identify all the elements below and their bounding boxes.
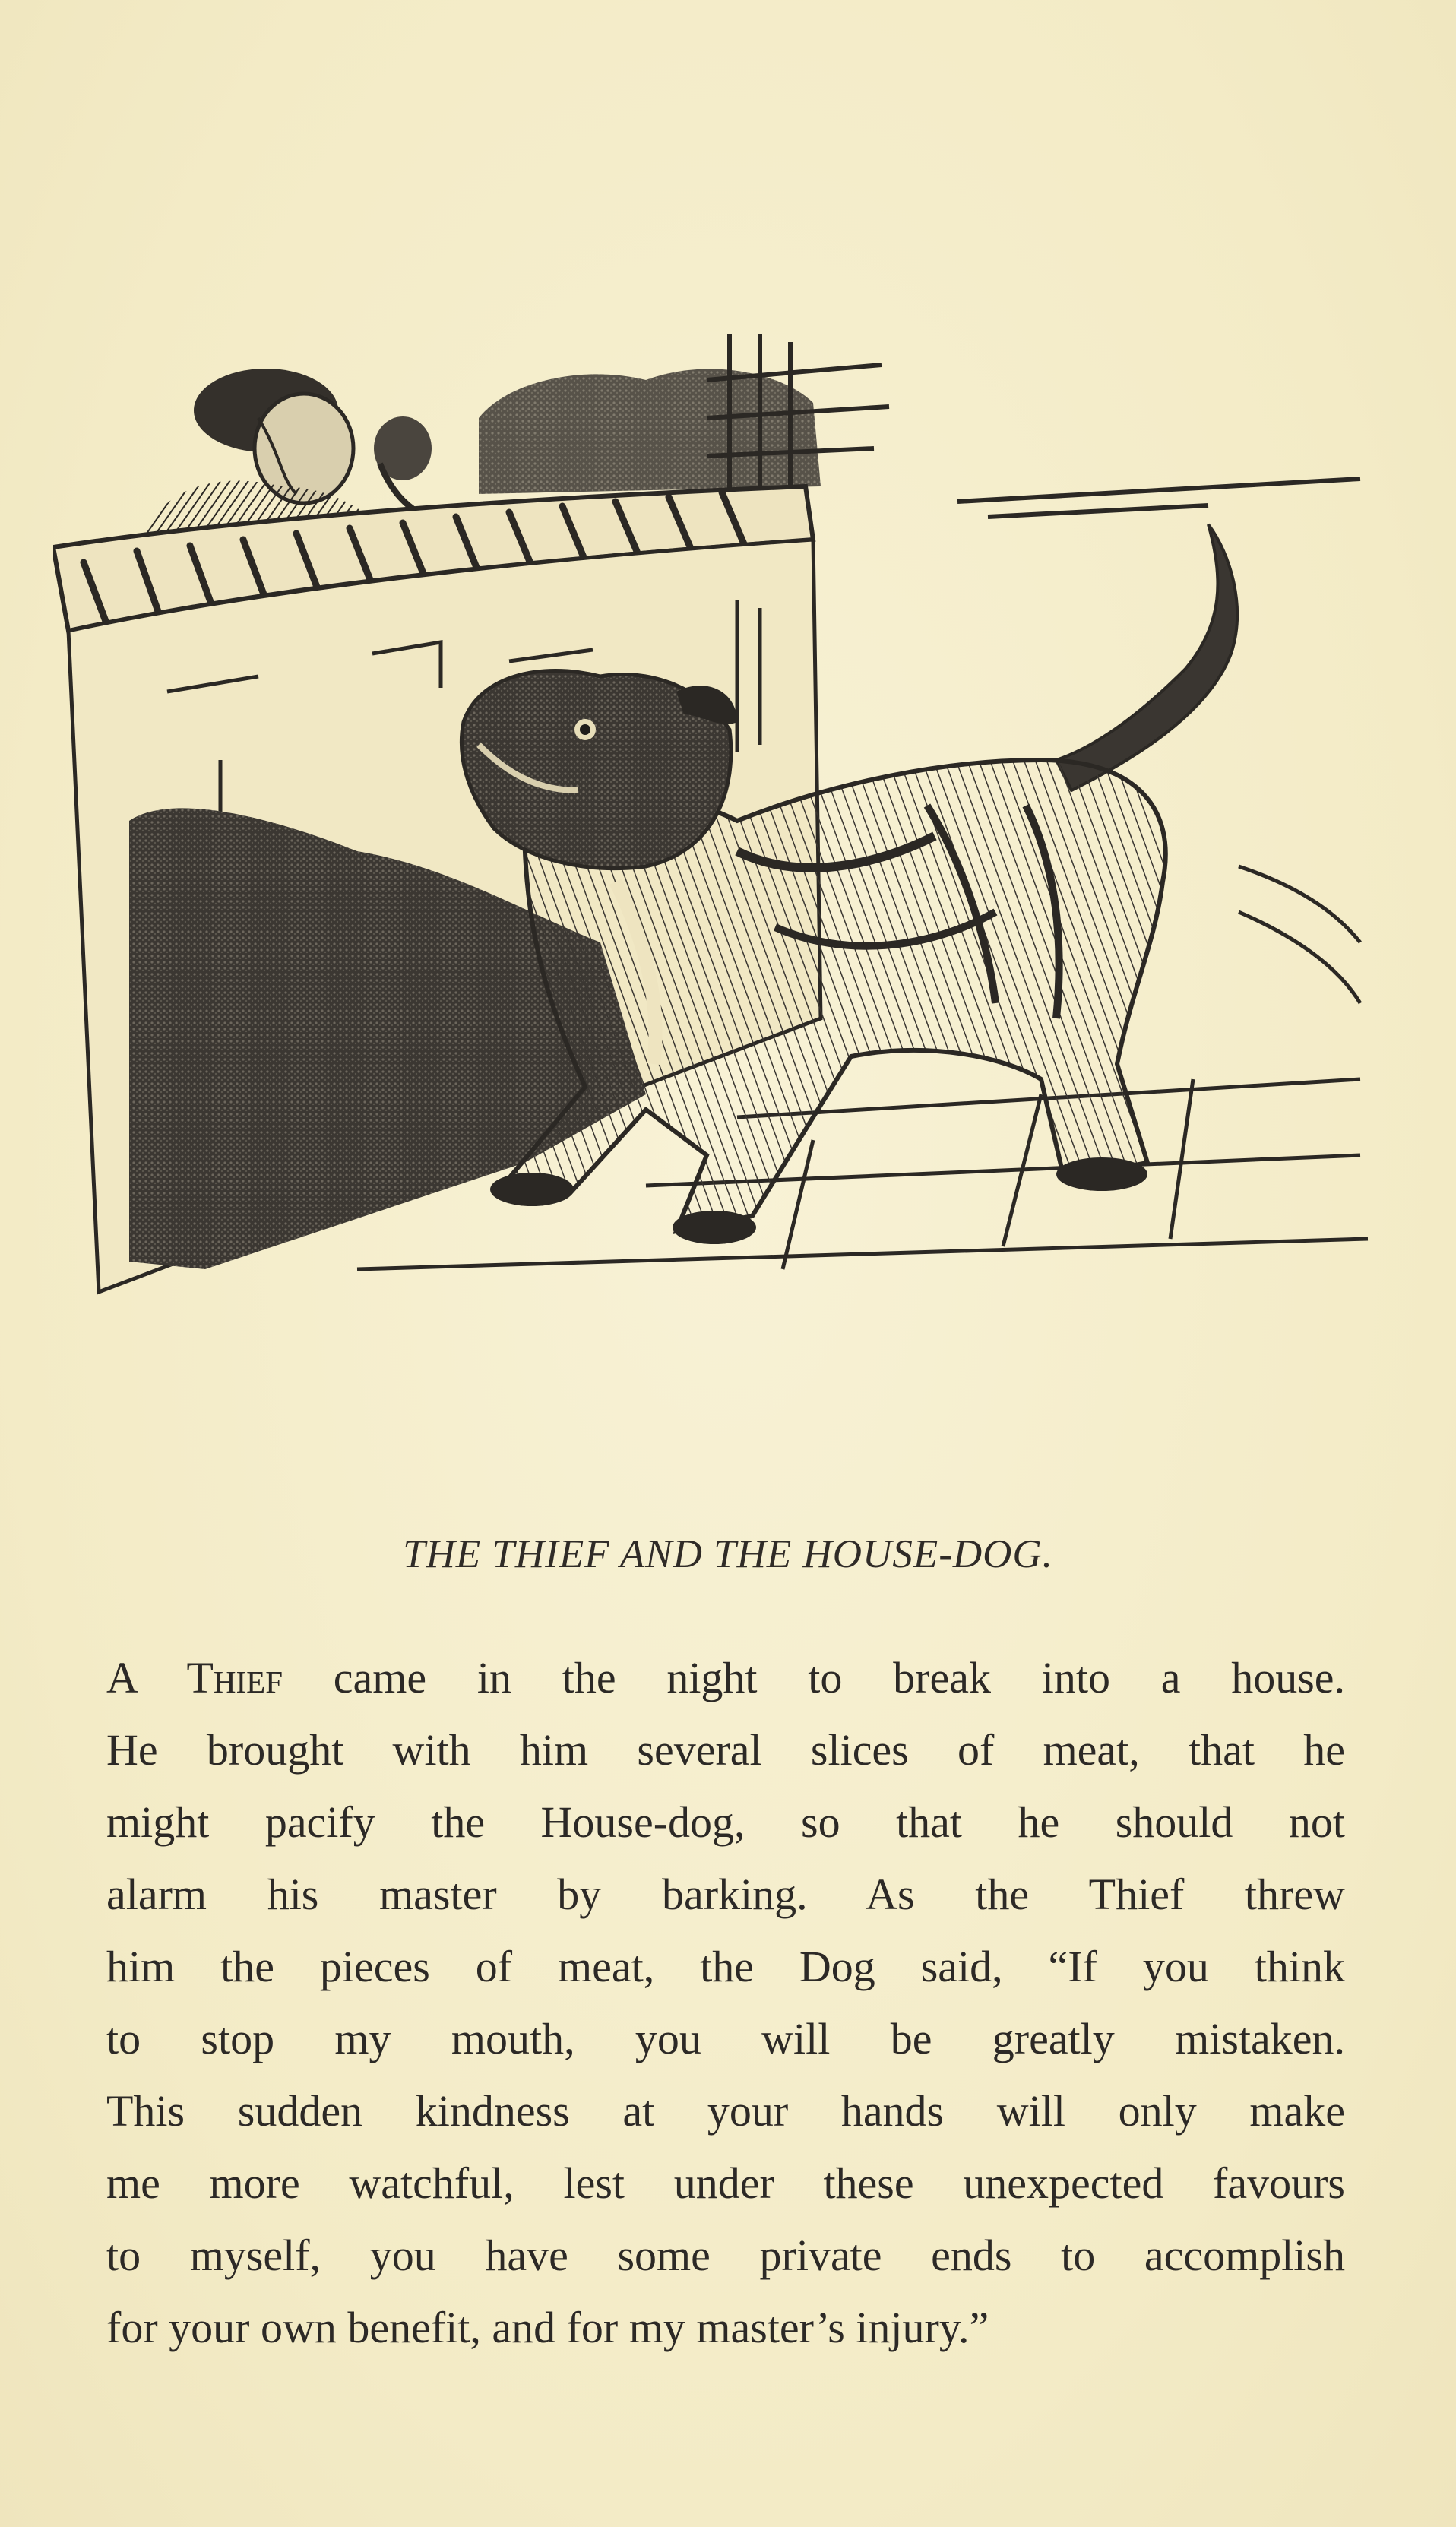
text-line: He brought with him several slices of meat, that he (106, 1725, 1345, 1775)
text-line: to stop my mouth, you will be greatly mistaken. (106, 2014, 1345, 2063)
text-line: This sudden kindness at your hands will only make (106, 2086, 1345, 2136)
text-line: me more watchful, lest under these unexpected favours (106, 2158, 1345, 2208)
line-1-rest: came in the night to break into a house. (283, 1653, 1346, 1702)
text-line (106, 1642, 1345, 1714)
fable-text (106, 1642, 1345, 2364)
engraving-thief-and-house-dog (53, 334, 1383, 1414)
shrub (479, 369, 821, 494)
text-line: might pacify the House-dog, so that he should not (106, 1797, 1345, 1847)
text-line: to myself, you have some private ends to accomplish (106, 2231, 1345, 2280)
text-line: for your own benefit, and for my master’s injury.” (106, 2303, 989, 2352)
text-line: him the pieces of meat, the Dog said, “If you think (106, 1942, 1345, 1991)
fable-title: THE THIEF AND THE HOUSE-DOG. (403, 1532, 1053, 1576)
opening-smallcaps-word: Thief (186, 1653, 283, 1702)
opening-article: A (106, 1653, 136, 1702)
text-line: alarm his master by barking. As the Thief threw (106, 1870, 1345, 1919)
